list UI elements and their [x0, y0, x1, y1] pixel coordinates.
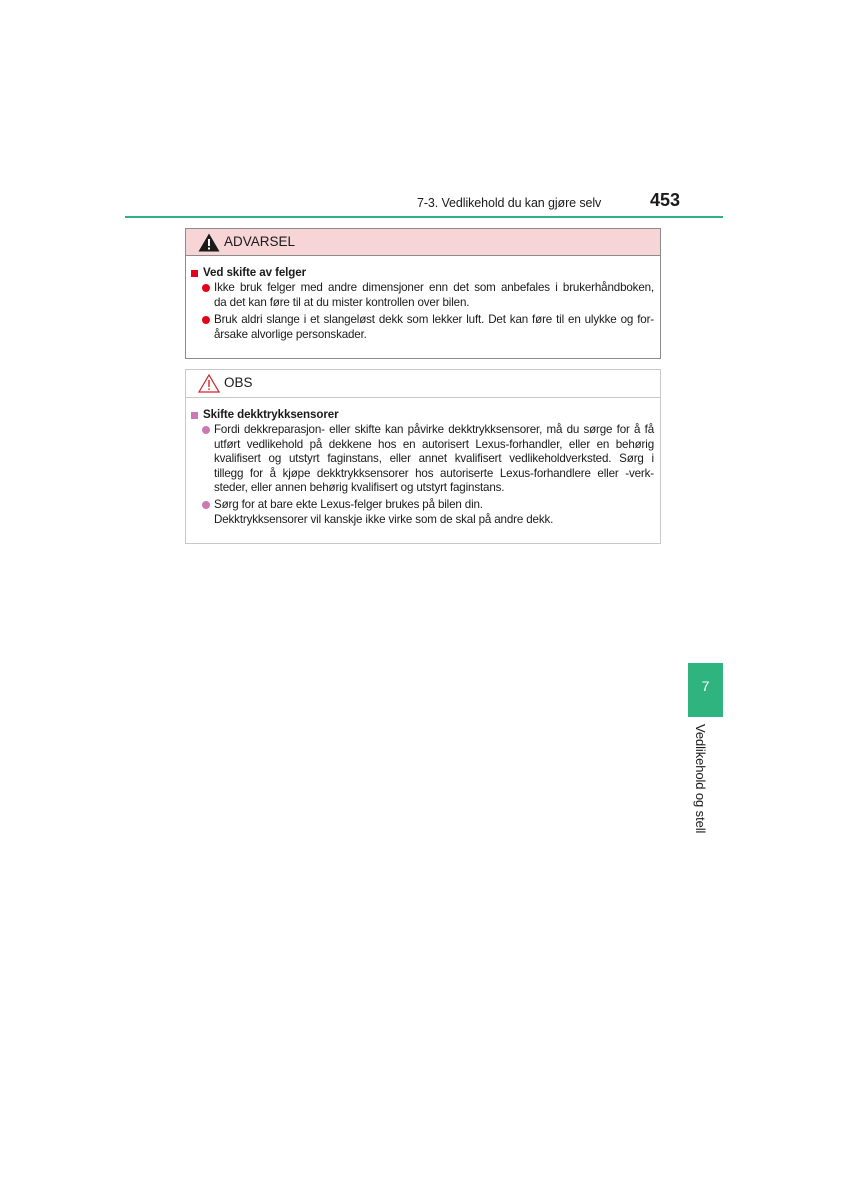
notice-label: OBS	[224, 375, 253, 390]
page-number: 453	[650, 190, 681, 210]
circle-bullet-icon	[202, 284, 210, 292]
notice-header	[186, 370, 660, 398]
warning-item-line: da det kan føre til at du mister kontrollen over bilen.	[214, 295, 470, 309]
warning-item	[190, 281, 654, 310]
notice-subheading	[190, 408, 654, 422]
notice-item-line: Sørg for at bare ekte Lexus-felger brukes på bilen din.	[214, 498, 483, 512]
warning-item	[190, 313, 654, 342]
caution-triangle-icon	[198, 374, 220, 393]
notice-item-line: tillegg for å kjøpe dekktrykksensorer hos autoriserte Lexus-forhandlere eller -verk-	[214, 466, 654, 480]
notice-item	[190, 498, 654, 527]
header-divider	[125, 216, 723, 218]
notice-item-line: kvalifisert og utstyrt faginstans, eller annet kvalifisert vedlikeholdverksted. Sørg i	[214, 452, 654, 466]
notice-body	[186, 398, 660, 527]
warning-item-line: Bruk aldri slange i et slangeløst dekk som lekker luft. Det kan føre til en ulykke og for-	[214, 313, 654, 327]
circle-bullet-icon	[202, 316, 210, 324]
square-bullet-icon	[191, 270, 198, 277]
warning-subheading	[190, 266, 654, 280]
chapter-title: Vedlikehold og stell	[693, 724, 708, 834]
notice-item-line: Fordi dekkreparasjon- eller skifte kan påvirke dekktrykksensorer, må du sørge for å få	[214, 423, 654, 437]
notice-box	[185, 369, 661, 544]
section-title: 7-3. Vedlikehold du kan gjøre selv	[417, 196, 602, 210]
circle-bullet-icon	[202, 501, 210, 509]
warning-item-line: Ikke bruk felger med andre dimensjoner enn det som anbefales i brukerhåndboken,	[214, 281, 654, 295]
notice-item-line: Dekktrykksensorer vil kanskje ikke virke som de skal på andre dekk.	[214, 512, 554, 526]
notice-item	[190, 423, 654, 495]
warning-subheading-text: Ved skifte av felger	[203, 266, 307, 279]
warning-item-line: årsake alvorlige personskader.	[214, 327, 367, 341]
warning-body	[186, 256, 660, 342]
circle-bullet-icon	[202, 426, 210, 434]
warning-triangle-icon	[198, 233, 220, 252]
chapter-tab: 7	[688, 663, 723, 717]
square-bullet-icon	[191, 412, 198, 419]
warning-header	[186, 229, 660, 256]
notice-item-line: steder, eller annen behørig kvalifisert og utstyrt faginstans.	[214, 481, 505, 495]
notice-item-line: utført vedlikehold på dekkene hos en autorisert Lexus-forhandler, eller en behørig	[214, 437, 654, 451]
warning-label: ADVARSEL	[224, 234, 296, 249]
notice-subheading-text: Skifte dekktrykksensorer	[203, 408, 339, 421]
warning-box	[185, 228, 661, 359]
